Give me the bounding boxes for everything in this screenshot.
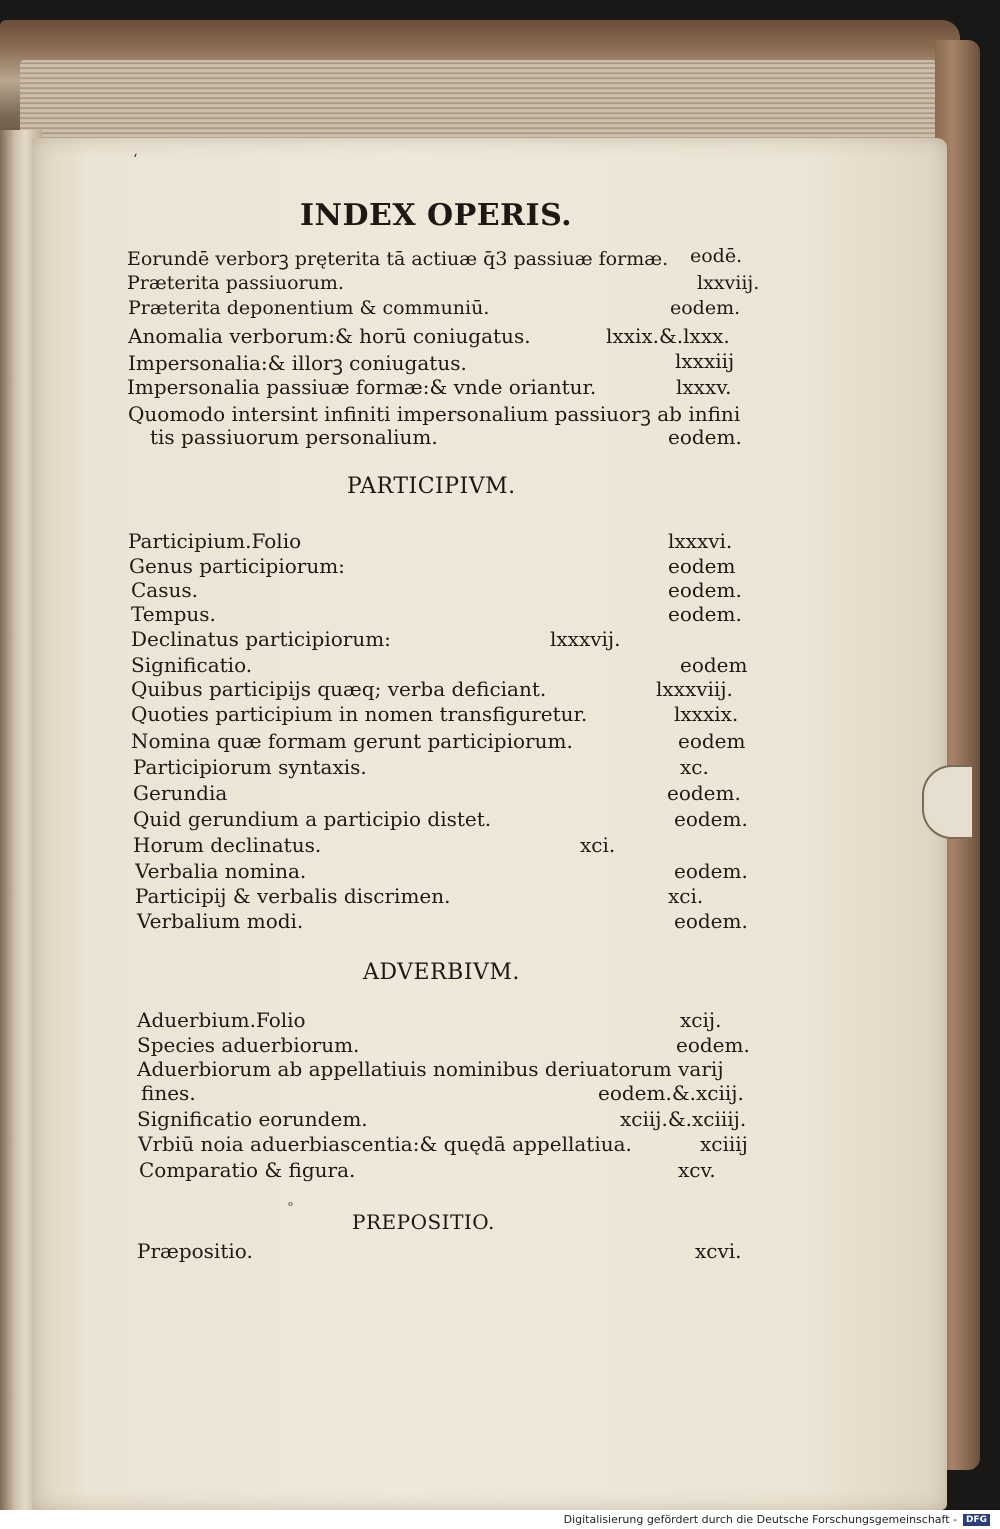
entry-label: Verbalium modi. [137,909,304,933]
entry-label: Anomalia verborum:& horū coniugatus. [128,324,531,348]
entry-folio-ref: eodem. [674,909,748,933]
entry-label: Aduerbiorum ab appellatiuis nominibus deriuatorum varij [137,1057,724,1081]
entry-folio-ref: xci. [580,833,616,857]
entry-folio-ref: xcv. [678,1158,716,1182]
entry-label: Declinatus participiorum: [131,627,391,651]
entry-folio-ref: eodem. [674,807,748,831]
entry-label: Verbalia nomina. [135,859,307,883]
entry-folio-ref: eodem [680,653,748,677]
page-stack [20,60,945,140]
entry-label: Genus participiorum: [129,554,345,578]
page-title: INDEX OPERIS. [300,198,573,233]
entry-folio-ref: xcvi. [695,1239,742,1263]
entry-label: Significatio eorundem. [137,1107,368,1131]
entry-label: Impersonalia:& illorꝫ coniugatus. [128,351,467,375]
entry-label: Species aduerbiorum. [137,1033,360,1057]
entry-label: Eorundē verborꝫ pręterita tā actiuæ q̄3 passiuæ formæ. [127,248,669,270]
entry-label: Vrbiū noia aduerbiascentia:& quędā appellatiua. [138,1132,632,1156]
entry-label: Præterita passiuorum. [127,272,344,294]
entry-folio-ref: lxxxviij. [656,677,733,701]
footer [0,1510,1000,1529]
entry-folio-ref: eodem. [668,602,742,626]
entry-label: fines. [141,1081,196,1105]
entry-folio-ref: eodem. [676,1033,750,1057]
footer-text: Digitalisierung gefördert durch die Deutsche Forschungsgemeinschaft - [563,1513,957,1526]
entry-folio-ref: eodem. [668,425,742,449]
dfg-logo: DFG [963,1514,990,1526]
entry-folio-ref: xcij. [680,1008,722,1032]
entry-folio-ref: xciiij [700,1132,748,1156]
entry-folio-ref: xc. [680,755,709,779]
entry-folio-ref: lxxxiij [675,349,735,373]
section-heading: PREPOSITIO. [352,1210,495,1234]
entry-label: Aduerbium.Folio [137,1008,306,1032]
entry-folio-ref: eodem. [670,297,741,319]
entry-label: Participium.Folio [128,529,302,553]
entry-label: Horum declinatus. [133,833,322,857]
entry-label: Quid gerundium a participio distet. [133,807,492,831]
entry-label: Significatio. [131,653,253,677]
entry-label: Casus. [131,578,198,602]
entry-label: Participij & verbalis discrimen. [135,884,451,908]
entry-label: Participiorum syntaxis. [133,755,367,779]
entry-label: Gerundia [133,781,228,805]
section-heading: ADVERBIVM. [363,960,520,985]
margin-dot: ᵒ [288,1199,294,1214]
entry-label: Nomina quæ formam gerunt participiorum. [131,729,573,753]
entry-label: Tempus. [131,602,216,626]
entry-folio-ref: lxxix.&.lxxx. [606,324,730,348]
entry-label: Quibus participijs quæq; verba deficiant. [131,677,547,701]
margin-mark: ʻ [133,152,138,168]
entry-folio-ref: eodē. [690,245,743,267]
page-tab-notch [922,765,972,839]
entry-label: Præpositio. [137,1239,253,1263]
entry-label: tis passiuorum personalium. [150,425,438,449]
entry-folio-ref: xci. [668,884,704,908]
entry-folio-ref: eodem.&.xciij. [598,1081,744,1105]
entry-folio-ref: eodem. [667,781,741,805]
entry-folio-ref: lxxxvij. [550,627,621,651]
entry-label: Quomodo intersint infiniti impersonalium passiuorꝫ ab infini [128,402,741,426]
entry-label: Impersonalia passiuæ formæ:& vnde oriantur. [127,375,597,399]
entry-label: Præterita deponentium & communiū. [128,297,490,319]
entry-folio-ref: eodem. [668,578,742,602]
entry-folio-ref: lxxxvi. [668,529,733,553]
entry-folio-ref: eodem [668,554,736,578]
entry-folio-ref: lxxxv. [676,375,732,399]
entry-folio-ref: eodem. [674,859,748,883]
section-heading: PARTICIPIVM. [347,474,516,499]
entry-label: Comparatio & figura. [139,1158,356,1182]
entry-folio-ref: lxxxix. [674,702,739,726]
entry-folio-ref: eodem [678,729,746,753]
entry-label: Quoties participium in nomen transfiguretur. [131,702,588,726]
entry-folio-ref: lxxviij. [697,272,760,294]
entry-folio-ref: xciij.&.xciiij. [620,1107,747,1131]
